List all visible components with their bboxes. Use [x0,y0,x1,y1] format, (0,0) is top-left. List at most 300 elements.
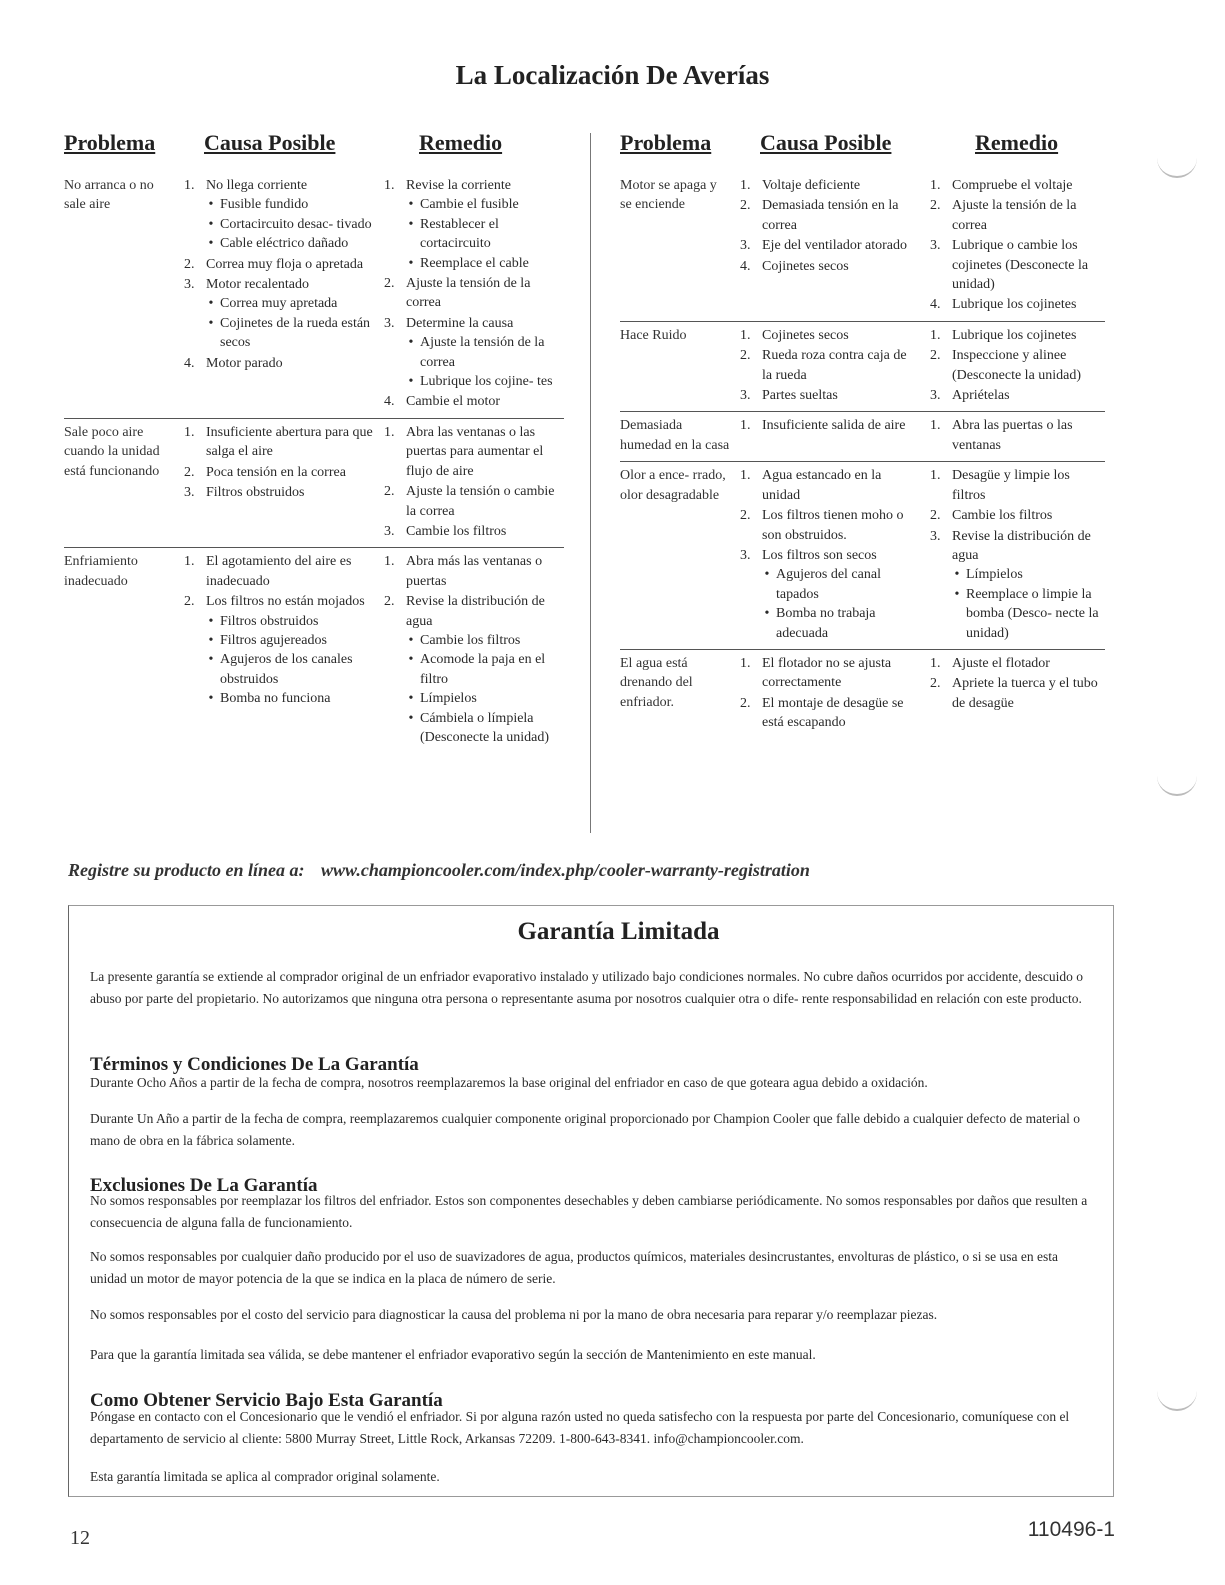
sub-item [758,565,920,604]
remedy-list [384,176,564,412]
cause-text: Rueda roza contra caja de la rueda [762,348,907,383]
item-number: 2. [740,348,751,364]
cause-line [740,326,920,345]
remedy-text: Ajuste la tensión de la correa [952,198,1077,233]
table-row [620,650,1105,739]
bullet-icon: • [408,335,414,351]
cause-item [740,506,920,545]
cause-line [184,275,374,294]
page-number: 12 [70,1527,90,1549]
item-number: 2. [740,695,751,711]
cause-line [740,546,920,565]
cause-list [740,416,920,435]
sub-text: Acomode la paja en el filtro [420,652,546,687]
remedy-item [384,274,564,313]
remedy-line [384,552,564,591]
bullet-icon: • [408,652,414,668]
sub-text: Límpielos [420,691,477,707]
item-number: 1. [740,418,751,434]
problem-cell: No arranca o no sale aire [64,178,154,213]
cause-text: Filtros obstruidos [206,485,305,501]
sub-list [740,565,920,643]
item-number: 2. [184,256,195,272]
remedy-line [384,392,564,411]
item-number: 2. [184,594,195,610]
sub-text: Bomba no trabaja adecuada [776,606,876,641]
sub-item [202,612,374,631]
remedy-text: Revise la distribución de agua [952,528,1091,563]
remedy-item [384,482,564,521]
item-number: 3. [930,238,941,254]
cause-line [740,416,920,435]
remedy-cell [930,466,1105,643]
cause-line [184,354,374,373]
sub-item [402,372,564,391]
cause-item [740,176,920,195]
remedy-line [384,314,564,333]
cause-item [740,326,920,345]
cause-line [740,176,920,195]
header-problem: Problema [620,130,712,155]
cause-line [740,694,920,733]
cause-text: Insuficiente abertura para que salga el aire [206,424,373,460]
remedy-item [384,176,564,273]
cause-cell [184,176,384,412]
remedy-line [930,506,1105,525]
remedy-text: Abra las ventanas o las puertas para aumentar el flujo de aire [406,424,544,479]
page-title: La Localización De Averías [455,60,770,90]
cause-item [184,463,374,482]
remedy-item [930,386,1105,405]
terms-heading: Términos y Condiciones De La Garantía [90,1054,419,1075]
remedy-item [930,295,1105,314]
bullet-icon: • [208,296,214,312]
sub-item [202,234,374,253]
sub-item [402,333,564,372]
header-remedy: Remedio [419,130,503,155]
exclusions-paragraph-1: No somos responsables por reemplazar los filtros del enfriador. Estos son componentes desechables y deben cambiarse periódicamente. No somos responsables por daños que resulten a consecuencia de alguna falla de funcionamiento. [90,1193,1088,1230]
item-number: 1. [930,418,941,434]
sub-list [184,195,374,253]
sub-list [184,294,374,352]
bullet-icon: • [208,197,214,213]
remedy-text: Abra las puertas o las ventanas [952,418,1073,453]
sub-item [202,294,374,313]
problem-cell: Motor se apaga y se enciende [620,178,717,213]
bullet-icon: • [208,691,214,707]
cause-list [740,466,920,643]
remedy-line [384,176,564,195]
bullet-icon: • [408,632,414,648]
remedy-line [384,522,564,541]
exclusions-paragraph-3: No somos responsables por el costo del servicio para diagnosticar la causa del problema ni por la mano de obra necesaria para reparar y/o reemplazar piezas. [90,1307,938,1322]
table-header [620,130,1105,172]
item-number: 2. [740,508,751,524]
remedy-list [930,176,1105,315]
item-number: 3. [384,315,395,331]
bullet-icon: • [954,567,960,583]
cause-line [184,463,374,482]
remedy-item [930,416,1105,455]
cause-line [740,654,920,693]
cause-item [740,386,920,405]
item-number: 4. [384,394,395,410]
remedy-list [930,466,1105,643]
sub-item [402,215,564,254]
cause-list [184,423,374,503]
bullet-icon: • [408,216,414,232]
cause-cell [740,466,930,643]
cause-item [184,354,374,373]
cause-text: Los filtros tienen moho o son obstruidos. [762,508,904,543]
remedy-list [930,654,1105,713]
remedy-item [384,314,564,392]
remedy-text: Cambie los filtros [952,508,1053,524]
problem-cell: Sale poco aire cuando la unidad está funcionando [64,424,160,479]
cause-item [740,546,920,643]
item-number: 1. [184,554,195,570]
header-cause: Causa Posible [760,130,892,155]
final-statement: Esta garantía limitada se aplica al comprador original solamente. [90,1469,440,1484]
sub-text: Límpielos [966,567,1023,583]
table-rows [64,172,564,753]
cause-item [740,654,920,693]
sub-text: Agujeros de los canales obstruidos [220,652,353,687]
cause-item [740,257,920,276]
bullet-icon: • [208,216,214,232]
table-row [64,419,564,548]
cause-item [740,466,920,505]
cause-item [184,255,374,274]
remedy-list [384,423,564,541]
remedy-text: Apriételas [952,388,1010,404]
cause-item [184,592,374,708]
sub-text: Bomba no funciona [220,691,331,707]
remedy-cell [930,654,1105,733]
bullet-icon: • [408,691,414,707]
item-number: 1. [384,178,395,193]
sub-item [402,709,564,748]
item-number: 3. [740,238,751,254]
cause-text: Cojinetes secos [762,258,849,274]
bullet-icon: • [408,197,414,213]
sub-text: Cambie el fusible [420,197,519,213]
cause-item [184,275,374,353]
cause-text: Los filtros no están mojados [206,594,365,610]
remedy-text: Apriete la tuerca y el tubo de desagüe [952,676,1098,711]
item-number: 3. [184,485,195,501]
remedy-item [384,423,564,481]
remedy-line [930,176,1105,195]
table-row [620,172,1105,322]
sub-text: Filtros obstruidos [220,613,319,629]
item-number: 3. [930,528,941,544]
cause-text: Motor parado [206,355,283,371]
remedy-item [930,326,1105,345]
item-number: 3. [930,388,941,404]
sub-text: Correa muy apretada [220,296,338,312]
sub-item [202,689,374,708]
cause-text: Motor recalentado [206,277,310,293]
bullet-icon: • [764,606,770,622]
item-number: 2. [930,348,941,364]
remedy-line [930,416,1105,455]
sub-item [402,631,564,650]
item-number: 1. [740,655,751,671]
problem-cell: Enfriamiento inadecuado [64,554,138,589]
remedy-item [930,196,1105,235]
sub-list [930,565,1105,643]
cause-cell [184,552,384,747]
bullet-icon: • [208,315,214,331]
cause-line [184,552,374,591]
cause-text: No llega corriente [206,178,308,193]
cause-cell [184,423,384,541]
sub-text: Cable eléctrico dañado [220,236,349,252]
cause-item [740,236,920,255]
sub-text: Reemplace el cable [420,255,529,271]
cause-text: Eje del ventilador atorado [762,238,907,254]
cause-text: Los filtros son secos [762,547,877,563]
cause-text: Demasiada tensión en la correa [762,198,899,233]
item-number: 2. [384,484,395,500]
cause-text: Voltaje deficiente [762,178,861,193]
terms-paragraph-2: Durante Un Año a partir de la fecha de compra, reemplazaremos cualquier componente original proporcionado por Champion Cooler que falle debido a cualquier defecto de material o mano de obra en la fábrica solamente. [90,1111,1080,1148]
cause-text: El montaje de desagüe se está escapando [762,695,904,731]
remedy-text: Lubrique los cojinetes [952,327,1077,343]
cause-item [740,346,920,385]
cause-text: Cojinetes secos [762,327,849,343]
bullet-icon: • [954,586,960,602]
sub-text: Lubrique los cojine- tes [420,374,553,390]
exclusions-paragraph-2: No somos responsables por cualquier daño producido por el uso de suavizadores de agua, productos químicos, materiales desincrustantes, envolturas de plástico, o si se usa en esta unidad un motor de mayor potencia de la que se indica en la placa de número de serie. [90,1249,1058,1286]
item-number: 2. [740,198,751,214]
cause-list [740,654,920,733]
bullet-icon: • [208,652,214,668]
cause-text: Insuficiente salida de aire [762,418,906,434]
remedy-cell [384,176,564,412]
bullet-icon: • [408,255,414,271]
remedy-text: Abra más las ventanas o puertas [406,554,543,589]
cause-cell [740,416,930,455]
sub-text: Filtros agujereados [220,632,327,648]
remedy-text: Lubrique los cojinetes [952,297,1077,313]
cause-text: Poca tensión en la correa [206,464,346,480]
sub-item [202,631,374,650]
cause-line [740,236,920,255]
item-number: 1. [930,327,941,343]
troubleshooting-table-right [620,130,1105,739]
sub-item [202,314,374,353]
item-number: 1. [740,327,751,343]
cause-item [184,483,374,502]
cause-line [184,483,374,502]
item-number: 1. [930,178,941,193]
cause-cell [740,326,930,406]
item-number: 2. [930,676,941,692]
remedy-item [384,392,564,411]
remedy-item [930,346,1105,385]
remedy-line [930,674,1105,713]
cause-item [740,694,920,733]
item-number: 1. [184,178,195,193]
problem-cell: Olor a ence- rrado, olor desagradable [620,468,726,503]
cause-item [184,423,374,462]
sub-list [184,612,374,709]
remedy-line [930,326,1105,345]
binder-hole-mark [1157,770,1197,796]
sub-text: Cortacircuito desac- tivado [220,216,372,232]
remedy-line [384,592,564,631]
remedy-item [384,592,564,747]
sub-item [948,565,1105,584]
item-number: 1. [384,424,395,440]
cause-line [740,386,920,405]
bullet-icon: • [764,567,770,583]
sub-text: Fusible fundido [220,197,309,213]
problem-cell: Demasiada humedad en la casa [620,418,730,453]
item-number: 4. [740,258,751,274]
remedy-item [930,466,1105,505]
bullet-icon: • [408,710,414,726]
service-paragraph: Póngase en contacto con el Concesionario que le vendió el enfriador. Si por alguna razón usted no queda satisfecho con la respuesta por parte del Concesionario, comuníquese con el departamento de servicio al cliente: 5800 Murray Street, Little Rock, Arkansas 72209. 1-800-643-8341. info@championcooler.com. [90,1409,1070,1446]
item-number: 2. [384,276,395,292]
remedy-item [384,552,564,591]
bullet-icon: • [208,613,214,629]
sub-text: Restablecer el cortacircuito [420,216,499,252]
sub-item [758,604,920,643]
cause-line [184,423,374,462]
remedy-text: Determine la causa [406,315,514,331]
remedy-line [384,482,564,521]
remedy-item [930,506,1105,525]
header-remedy: Remedio [975,130,1059,155]
service-heading: Como Obtener Servicio Bajo Esta Garantía [90,1390,443,1411]
sub-item [402,195,564,214]
remedy-item [930,527,1105,643]
binder-hole-mark [1157,152,1197,178]
remedy-cell [930,326,1105,406]
exclusions-paragraph-4: Para que la garantía limitada sea válida, se debe mantener el enfriador evaporativo según la sección de Mantenimiento en este manual. [90,1347,816,1362]
remedy-cell [384,552,564,747]
exclusions-heading: Exclusiones De La Garantía [90,1175,318,1196]
cause-cell [740,654,930,733]
troubleshooting-table-left [64,130,564,753]
item-number: 3. [740,547,751,563]
sub-text: Reemplace o limpie la bomba (Desco- necte la unidad) [966,586,1099,641]
sub-text: Cambie los filtros [420,632,521,648]
sub-text: Agujeros del canal tapados [776,567,881,602]
column-divider [590,133,591,833]
register-url-link[interactable]: www.championcooler.com/index.php/cooler-warranty-registration [321,860,810,880]
sub-text: Ajuste la tensión de la correa [420,335,545,370]
sub-list [384,631,564,747]
item-number: 2. [930,508,941,524]
remedy-text: Desagüe y limpie los filtros [952,468,1070,503]
cause-text: Partes sueltas [762,388,838,404]
remedy-text: Revise la distribución de agua [406,594,545,629]
remedy-line [384,274,564,313]
cause-line [184,255,374,274]
remedy-cell [930,176,1105,315]
cause-text: El agotamiento del aire es inadecuado [206,554,352,589]
sub-item [202,215,374,234]
item-number: 3. [740,388,751,404]
cause-text: Correa muy floja o apretada [206,256,364,272]
remedy-line [930,386,1105,405]
sub-item [402,689,564,708]
table-header [64,130,564,172]
remedy-text: Cambie el motor [406,394,501,410]
remedy-line [930,654,1105,673]
cause-text: El flotador no se ajusta correctamente [762,655,892,691]
remedy-text: Revise la corriente [406,178,511,193]
remedy-list [930,416,1105,455]
binder-hole-mark [1157,1385,1197,1411]
cause-item [740,196,920,235]
header-problem: Problema [64,130,156,155]
cause-line [740,257,920,276]
remedy-item [384,522,564,541]
remedy-cell [930,416,1105,455]
cause-line [184,176,374,195]
remedy-text: Cambie los filtros [406,523,507,539]
remedy-cell [384,423,564,541]
sub-text: Cámbiela o límpiela (Desconecte la unidad) [420,710,550,745]
item-number: 4. [184,355,195,371]
remedy-text: Ajuste la tensión de la correa [406,276,531,311]
item-number: 4. [930,297,941,313]
cause-item [184,552,374,591]
cause-text: Agua estancado en la unidad [762,468,882,503]
sub-item [948,585,1105,643]
remedy-list [384,552,564,747]
remedy-item [930,176,1105,195]
cause-line [740,466,920,505]
register-line [68,860,810,881]
item-number: 2. [384,594,395,610]
remedy-text: Ajuste el flotador [952,655,1050,671]
terms-paragraph-1: Durante Ocho Años a partir de la fecha de compra, nosotros reemplazaremos la base original del enfriador en caso de que goteara agua debido a oxidación. [90,1075,928,1090]
item-number: 1. [740,468,751,484]
cause-item [184,176,374,254]
item-number: 1. [930,655,941,671]
remedy-item [930,654,1105,673]
remedy-item [930,674,1105,713]
cause-list [740,326,920,406]
cause-line [740,346,920,385]
remedy-text: Inspeccione y alinee (Desconecte la unidad) [952,348,1082,383]
item-number: 2. [930,198,941,214]
warranty-intro: La presente garantía se extiende al comprador original de un enfriador evaporativo instalado y utilizado bajo condiciones normales. No cubre daños ocurridos por accidente, descuido o abuso por parte del propietario. No autorizamos que ninguna otra persona o representante asuma por nosotros cualquier otra o dife- rente responsabilidad en relación con este producto. [90,969,1084,1006]
remedy-line [930,295,1105,314]
table-row [64,548,564,753]
cause-list [740,176,920,276]
remedy-text: Compruebe el voltaje [952,178,1073,193]
cause-list [184,552,374,708]
cause-item [740,416,920,435]
remedy-line [930,346,1105,385]
cause-cell [740,176,930,315]
sub-list [384,195,564,273]
remedy-text: Ajuste la tensión o cambie la correa [406,484,555,519]
remedy-line [930,466,1105,505]
register-label: Registre su producto en línea a: [68,860,305,880]
cause-list [184,176,374,373]
sub-item [202,650,374,689]
remedy-line [930,236,1105,294]
cause-line [740,506,920,545]
